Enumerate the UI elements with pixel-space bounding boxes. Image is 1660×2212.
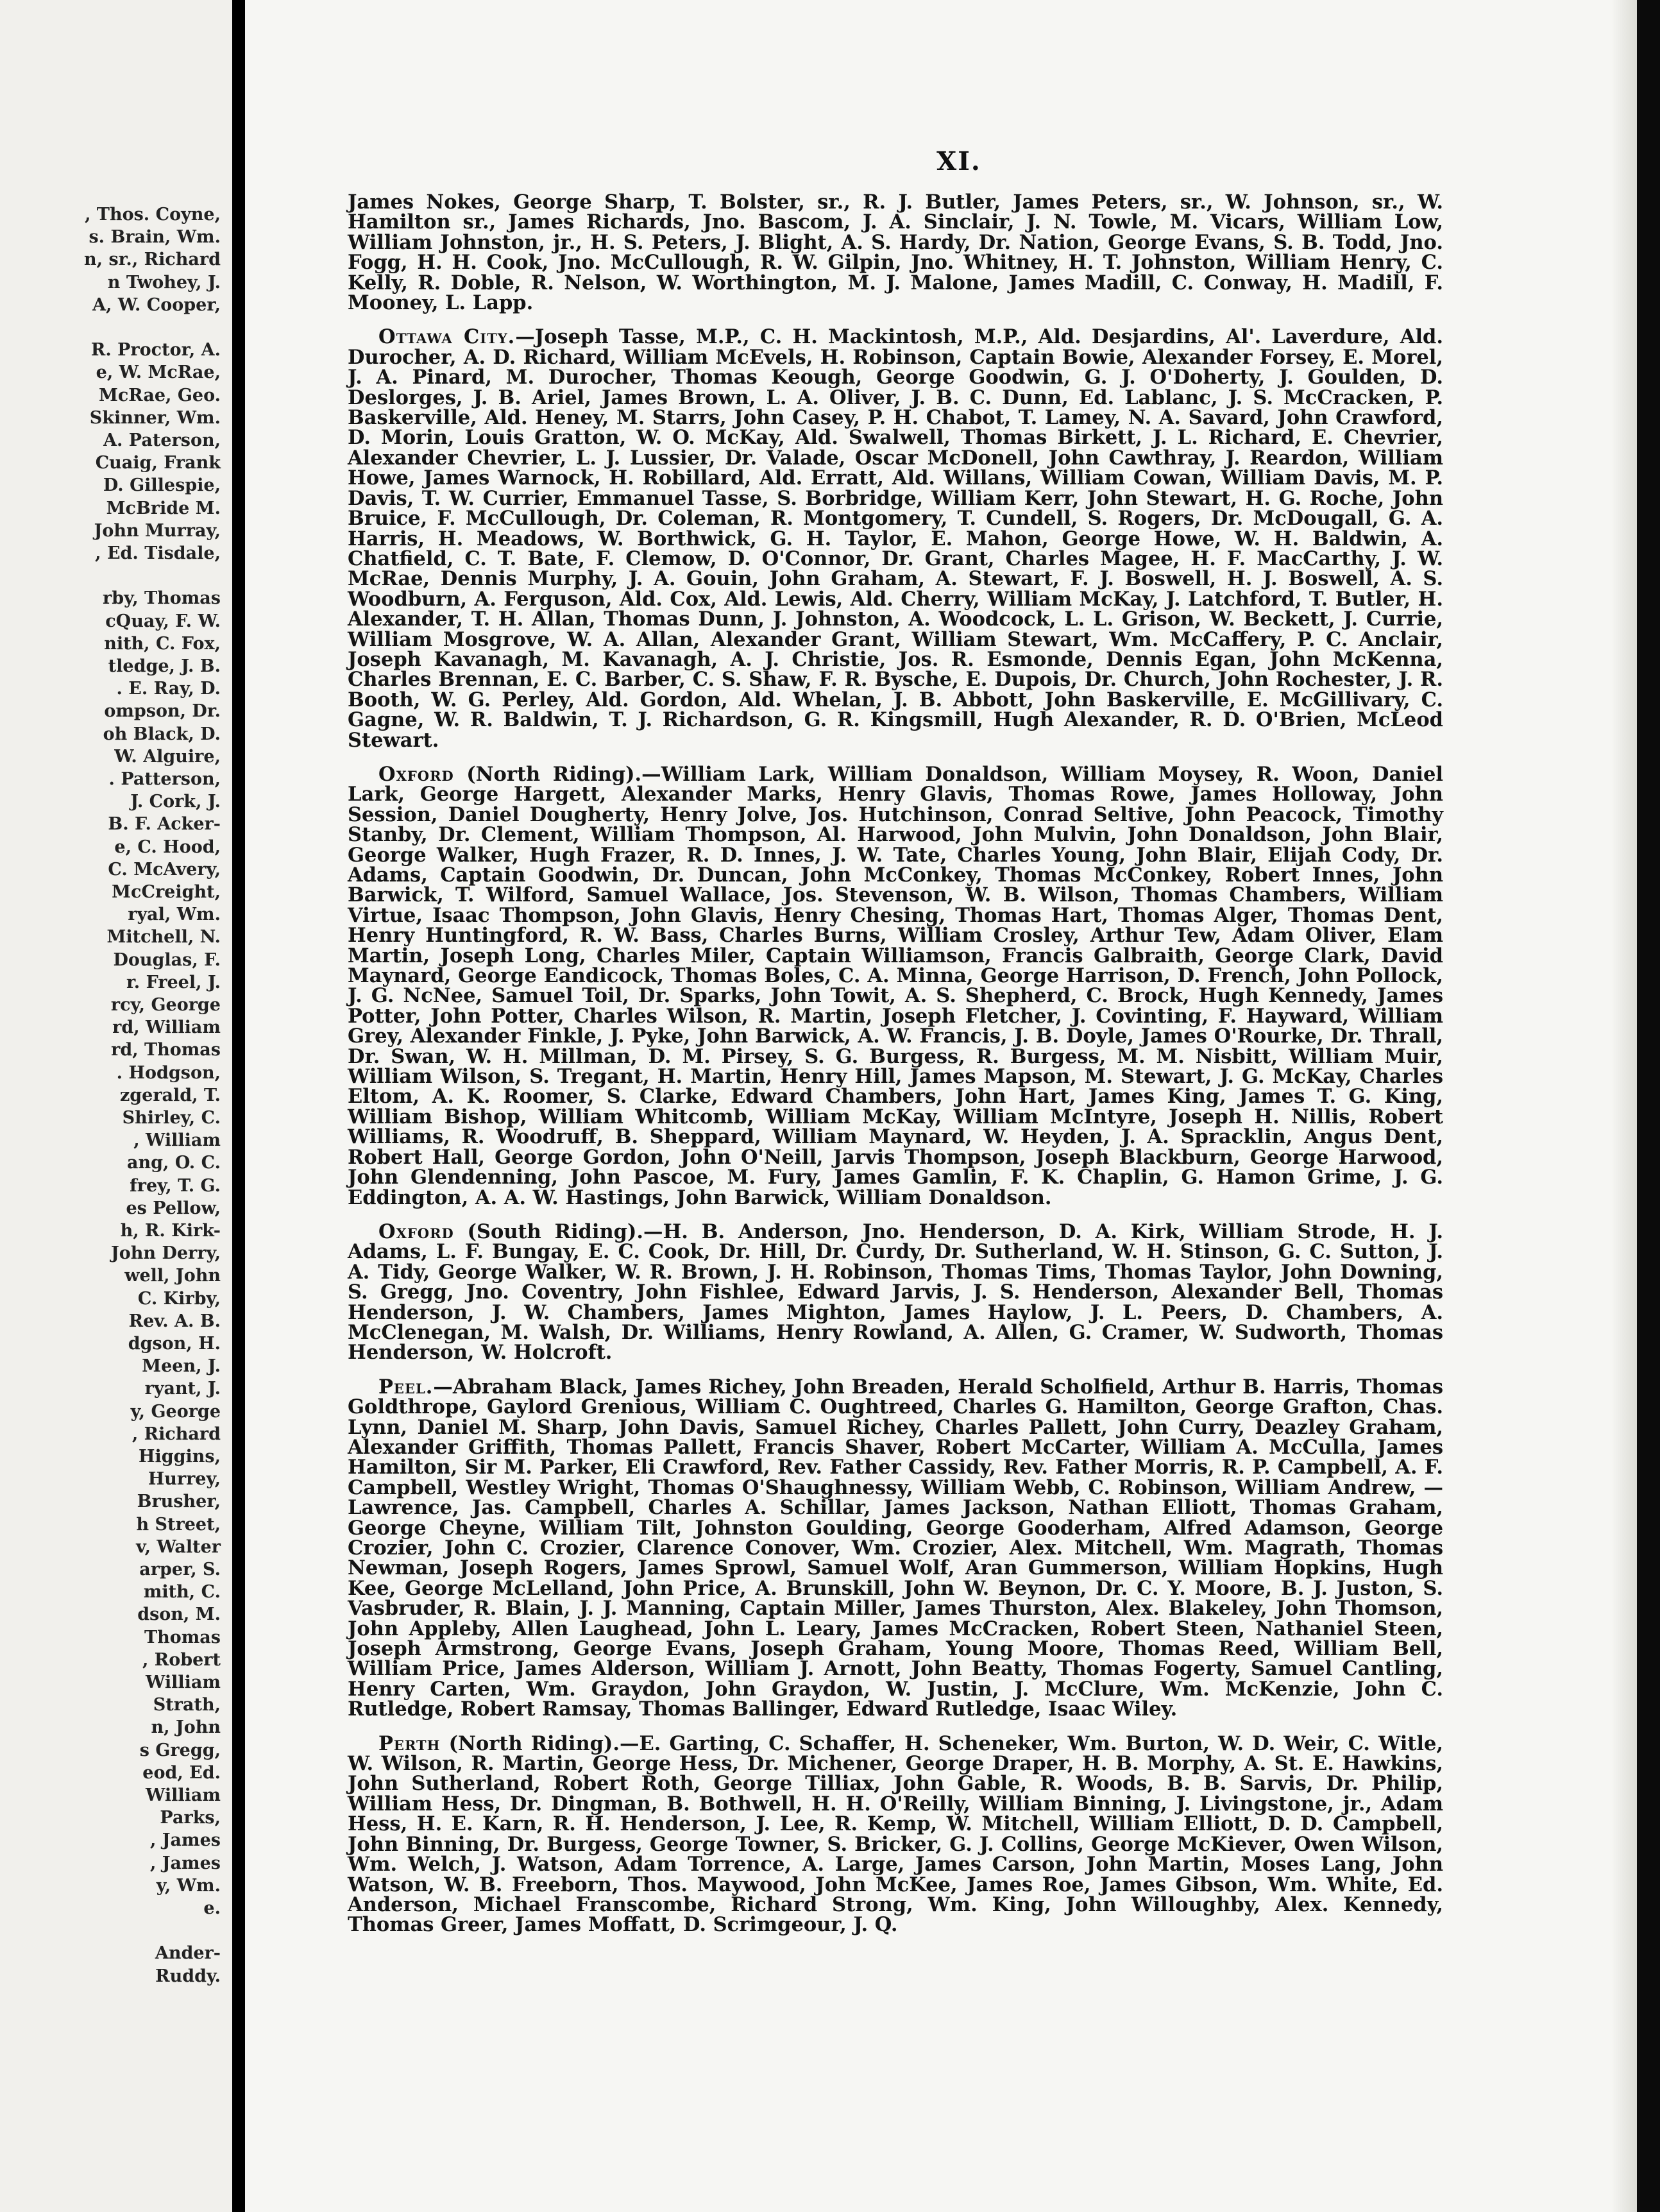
paragraph-text: —Joseph Tasse, M.P., C. H. Mackintosh, M.P., Ald. Desjardins, Al'. Laverdure, Ald. Durocher, A. D. Richard, William McEvels, H. Robinson, Captain Bowie, Alexander Forsey, E. Morel, J. A. Pinard, M. Durocher, Thomas Keough, George Goodwin, G. J. O'Doherty, J. Goulden, D. Deslorges, J. B. Ariel, James Brown, L. A. Oliver, J. B. C. Dunn, Ed. Lablanc, J. S. McCracken, P. Baskerville, Ald. Heney, M. Starrs, John Casey, P. H. Chabot, T. Lamey, N. A. Savard, John Crawford, D. Morin, Louis Gratton, W. O. McKay, Ald. Swalwell, Thomas Birkett, J. L. Richard, E. Chevrier, Alexander Chevrier, L. J. Lussier, Dr. Valade, Oscar McDonell, John Cawthray, J. Reardon, William Howe, James Warnock, H. Robillard, Ald. Erratt, Ald. Willans, William Cowan, William Davis, M. P. Davis, T. W. Currier, Emmanuel Tasse, S. Borbridge, William Kerr, John Stewart, H. G. Roche, John Bruice, F. McCullough, Dr. Coleman, R. Montgomery, T. Cundell, S. Rogers, Dr. McDougall, G. A. Harris, H. Meadows, W. Borthwick, G. H. Taylor, E. Mahon, George Howe, W. H. Baldwin, A. Chatfield, C. T. Bate, F. Clemow, D. O'Connor, Dr. Grant, Charles Magee, H. F. MacCarthy, J. W. McRae, Dennis Murphy, J. A. Gouin, John Graham, A. Stewart, F. J. Boswell, H. J. Boswell, A. S. Woodburn, A. Ferguson, Ald. Cox, Ald. Lewis, Ald. Cherry, William McKay, J. Latchford, T. Butler, H. Alexander, T. H. Allan, Thomas Dunn, J. Johnston, A. Woodcock, L. L. Grison, W. Beckett, J. Currie, William Mosgrove, W. A. Allan, Alexander Grant, William Stewart, Wm. McCaffery, P. C. Anclair, Joseph Kavanagh, M. Kavanagh, A. J. Christie, Jos. R. Esmonde, Dennis Egan, John McKenna, Charles Brennan, E. C. Barber, C. S. Shaw, F. R. Bysche, E. Dupois, Dr. Church, John Rochester, J. R. Booth, W. G. Perley, Ald. Gordon, Ald. Whelan, J. B. Abbott, John Baskerville, E. McGillivary, C. Gagne, W. R. Baldwin, T. J. Richardson, G. R. Kingsmill, Hugh Alexander, R. D. O'Brien, McLeod Stewart. bbox=[348, 325, 1443, 752]
facing-page-line: C. McAvery, bbox=[108, 859, 221, 880]
facing-page-line: rby, Thomas bbox=[102, 588, 221, 609]
facing-page-line: ryal, Wm. bbox=[128, 905, 221, 925]
facing-page-line: s Gregg, bbox=[139, 1740, 221, 1760]
paragraph-heading: Ottawa City. bbox=[378, 325, 516, 349]
paragraph-text: James Nokes, George Sharp, T. Bolster, sr., R. J. Butler, James Peters, sr., W. Johnson, sr., W. Hamilton sr., James Richards, Jno. Bascom, J. A. Sinclair, J. N. Towle, M. Vicars, William Low, William Johnston, jr., H. S. Peters, J. Blight, A. S. Hardy, Dr. Nation, George Evans, S. B. Todd, Jno. Fogg, H. H. Cook, Jno. McCullough, R. W. Gilpin, Jno. Whitney, H. T. Johnston, William Henry, C. Kelly, R. Doble, R. Nelson, W. Worthington, M. J. Malone, James Madill, C. Conway, H. Madill, F. Mooney, L. Lapp. bbox=[348, 191, 1443, 315]
facing-page-line: Skinner, Wm. bbox=[89, 407, 221, 428]
facing-page-line: Shirley, C. bbox=[122, 1108, 221, 1128]
facing-page-line: , James bbox=[149, 1853, 221, 1873]
facing-page-line: C. Kirby, bbox=[137, 1288, 221, 1309]
facing-page-line: h Street, bbox=[136, 1514, 221, 1535]
facing-page-line: Brusher, bbox=[137, 1492, 221, 1512]
facing-page-line: tledge, J. B. bbox=[108, 656, 221, 676]
facing-page-line: Thomas bbox=[144, 1627, 221, 1647]
facing-page-line: e, C. Hood, bbox=[114, 837, 221, 857]
facing-page-line: , Robert bbox=[142, 1649, 221, 1670]
facing-page-line: , Ed. Tisdale, bbox=[95, 543, 221, 563]
paragraph-perth-north bbox=[348, 1731, 1443, 1937]
book-gutter bbox=[232, 0, 245, 2212]
facing-page-line: , William bbox=[133, 1130, 221, 1151]
paragraph-peel bbox=[348, 1377, 1443, 1720]
facing-page-line: n, John bbox=[151, 1717, 221, 1738]
facing-page-line: William bbox=[146, 1672, 221, 1692]
facing-page-line: y, Wm. bbox=[156, 1875, 221, 1896]
paragraph-heading: Oxford bbox=[378, 762, 454, 786]
facing-page-line: Ander- bbox=[155, 1943, 221, 1964]
facing-page-line: J. Cork, J. bbox=[130, 792, 221, 812]
facing-page-line: arper, S. bbox=[139, 1560, 221, 1579]
paragraph-text: (South Riding).—H. B. Anderson, Jno. Henderson, D. A. Kirk, William Strode, H. J. Adams, L. F. Bungay, E. C. Cook, Dr. Hill, Dr. Curdy, Dr. Sutherland, W. H. Stinson, G. C. Sutton, J. A. Tidy, George Walker, W. R. Brown, J. H. Robinson, Thomas Tims, Thomas Taylor, John Downing, S. Gregg, Jno. Coventry, John Fishlee, Edward Jarvis, J. S. Henderson, Alexander Bell, Thomas Henderson, J. W. Chambers, James Mighton, James Haylow, J. L. Peers, D. Chambers, A. McClenegan, M. Walsh, Dr. Williams, Henry Rowland, A. Allen, G. Cramer, W. Sudworth, Thomas Henderson, W. Holcroft. bbox=[348, 1220, 1443, 1365]
facing-page-line: . E. Ray, D. bbox=[116, 679, 221, 699]
facing-page-line: zgerald, T. bbox=[119, 1085, 221, 1105]
facing-page-line: R. Proctor, A. bbox=[90, 340, 221, 361]
facing-page-line: A. Paterson, bbox=[103, 430, 221, 450]
facing-page-line: . Hodgson, bbox=[116, 1062, 221, 1083]
facing-page-line: Meen, J. bbox=[142, 1356, 221, 1377]
paragraph-text: —Abraham Black, James Richey, John Breaden, Herald Scholfield, Arthur B. Harris, Thomas Goldthrope, Gaylord Grenious, William C. Oughtreed, Charles G. Hamilton, George Grafton, Chas. Lynn, Daniel M. Sharp, John Davis, Samuel Richey, Charles Pallett, John Curry, Deazley Graham, Alexander Griffith, Thomas Pallett, Francis Shaver, Robert McCarter, William A. McCulla, James Hamilton, Sir M. Parker, Eli Crawford, Rev. Father Cassidy, Rev. Father Morris, R. P. Campbell, A. F. Campbell, Westley Wright, Thomas O'Shaughnessy, William Webb, C. Robinson, William Andrew, — Lawrence, Jas. Campbell, Charles A. Schillar, James Jackson, Nathan Elliott, Thomas Graham, George Cheyne, William Tilt, Johnston Goulding, George Gooderham, Alfred Adamson, George Crozier, John C. Crozier, Clarence Conover, Wm. Crozier, Alex. Mitchell, Wm. Magrath, Thomas Newman, Joseph Rogers, James Sprowl, Samuel Wolf, Aran Gummerson, William Hopkins, Hugh Kee, George McLelland, John Price, A. Brunskill, John W. Beynon, Dr. C. Y. Moore, B. J. Juston, S. Vasbruder, R. Blain, J. J. Manning, Captain Miller, James Thurston, Alex. Blakeley, John Thomson, John Appleby, Allen Laughead, John L. Leary, James McCracken, Robert Steen, Nathaniel Steen, Joseph Armstrong, George Evans, Joseph Graham, Young Moore, Thomas Reed, William Bell, William Price, James Alderson, William J. Arnott, John Beatty, Thomas Fogerty, Samuel Cantling, Henry Carten, Wm. Graydon, John Graydon, W. Justin, J. McClure, Wm. McKenzie, John C. Rutledge, Robert Ramsay, Thomas Ballinger, Edward Rutledge, Isaac Wiley. bbox=[348, 1375, 1443, 1721]
facing-page-line: McBride M. bbox=[106, 498, 221, 518]
facing-page-line: cQuay, F. W. bbox=[105, 611, 221, 631]
facing-page-line: v, Walter bbox=[136, 1536, 221, 1557]
facing-page-line: e, W. McRae, bbox=[96, 362, 221, 383]
page-edge bbox=[1637, 0, 1660, 2212]
facing-page-fragment bbox=[0, 0, 232, 2212]
facing-page-line: D. Gillespie, bbox=[103, 475, 221, 496]
facing-page-line: McCreight, bbox=[112, 882, 221, 902]
facing-page-line: dson, M. bbox=[137, 1604, 221, 1625]
facing-page-line: ryant, J. bbox=[144, 1379, 221, 1399]
facing-page-line: eod, Ed. bbox=[142, 1762, 221, 1783]
paragraph-continuation bbox=[348, 192, 1443, 313]
facing-page-line: r. Freel, J. bbox=[126, 972, 221, 992]
facing-page-line: ompson, Dr. bbox=[104, 701, 221, 722]
facing-page-line: es Pellow, bbox=[126, 1198, 221, 1218]
page-number: XI. bbox=[936, 146, 981, 176]
facing-page-line: s. Brain, Wm. bbox=[89, 227, 221, 248]
facing-page-line: . Patterson, bbox=[108, 769, 221, 789]
facing-page-line: Parks, bbox=[160, 1808, 221, 1828]
facing-page-line: A, W. Cooper, bbox=[92, 294, 221, 315]
facing-page-line: n, sr., Richard bbox=[84, 250, 221, 270]
facing-page-line: , Richard bbox=[131, 1424, 221, 1444]
facing-page-line: y, George bbox=[130, 1401, 221, 1422]
facing-page-line: Strath, bbox=[153, 1695, 221, 1715]
facing-page-line: rd, Thomas bbox=[111, 1040, 221, 1060]
facing-page-line: McRae, Geo. bbox=[98, 385, 221, 405]
paragraph-text: (North Riding).—E. Garting, C. Schaffer, H. Scheneker, Wm. Burton, W. D. Weir, C. Witle, W. Wilson, R. Martin, George Hess, Dr. Michener, George Draper, H. B. Morphy, A. St. E. Hawkins, John Sutherland, Robert Roth, George Tilliax, John Gable, R. Woods, B. B. Sarvis, Dr. Philip, William Hess, Dr. Dingman, B. Bothwell, H. H. O'Reilly, William Binning, J. Livingstone, jr., Adam Hess, H. E. Karn, R. H. Henderson, J. Lee, R. Kemp, W. Mitchell, William Elliott, D. D. Campbell, John Binning, Dr. Burgess, George Towner, S. Bricker, G. J. Collins, George McKiever, Owen Wilson, Wm. Welch, J. Watson, Adam Torrence, A. Large, James Carson, John Martin, Moses Lang, John Watson, W. B. Freeborn, Thos. Maywood, John McKee, James Roe, James Gibson, Wm. White, Ed. Anderson, Michael Franscombe, Richard Strong, Wm. King, John Willoughby, Alex. Kennedy, Thomas Greer, James Moffatt, D. Scrimgeour, J. Q. bbox=[348, 1731, 1443, 1937]
facing-page-line: mith, C. bbox=[143, 1582, 221, 1603]
facing-page-line: Cuaig, Frank bbox=[95, 453, 221, 473]
facing-page-line: e. bbox=[203, 1898, 221, 1918]
facing-page-line: W. Alguire, bbox=[114, 746, 221, 767]
paragraph-oxford-north bbox=[348, 762, 1443, 1209]
facing-page-line: John Murray, bbox=[94, 520, 221, 541]
body-text bbox=[348, 192, 1443, 1936]
facing-page-line: h, R. Kirk- bbox=[120, 1221, 221, 1241]
facing-page-line: , James bbox=[149, 1830, 221, 1851]
page-edge-shadow bbox=[1611, 0, 1637, 2212]
paragraph-heading: Peel. bbox=[378, 1375, 434, 1399]
paragraph-oxford-south bbox=[348, 1222, 1443, 1363]
facing-page-line: nith, C. Fox, bbox=[104, 633, 221, 654]
facing-page-line: Douglas, F. bbox=[113, 949, 221, 970]
facing-page-line: dgson, H. bbox=[128, 1334, 221, 1354]
facing-page-line: Rev. A. B. bbox=[128, 1311, 221, 1331]
paragraph-ottawa-city bbox=[348, 327, 1443, 751]
facing-page-line: Higgins, bbox=[138, 1447, 221, 1467]
facing-page-line: Ruddy. bbox=[155, 1966, 221, 1986]
facing-page-line: William bbox=[146, 1785, 221, 1805]
paragraph-text: (North Riding).—William Lark, William Donaldson, William Moysey, R. Woon, Daniel Lark, George Hargett, Alexander Marks, Henry Glavis, Thomas Rowe, James Holloway, John Session, Daniel Dougherty, Henry Jolve, Jos. Hutchinson, Conrad Seltive, John Peacock, Timothy Stanby, Dr. Clement, William Thompson, Al. Harwood, John Mulvin, John Donaldson, John Blair, George Walker, Hugh Frazer, R. D. Innes, J. W. Tate, Charles Young, John Blair, Elijah Cody, Dr. Adams, Captain Goodwin, Dr. Duncan, John McConkey, Thomas McConkey, Robert Innes, John Barwick, T. Wilford, Samuel Wallace, Jos. Stevenson, W. B. Wilson, Thomas Chambers, William Virtue, Isaac Thompson, John Glavis, Henry Chesing, Thomas Hart, Thomas Alger, Thomas Dent, Henry Huntingford, R. W. Bass, Charles Burns, William Crosley, Arthur Tew, Adam Oliver, Elam Martin, Joseph Long, Charles Miler, Captain Williamson, Francis Galbraith, George Clark, David Maynard, George Eandicock, Thomas Boles, C. A. Minna, George Harrison, D. French, John Pollock, J. G. NcNee, Samuel Toil, Dr. Sparks, John Towit, A. S. Shepherd, C. Brock, Hugh Kennedy, James Potter, John Potter, Charles Wilson, R. Martin, Joseph Fletcher, J. Covinting, F. Hayward, William Grey, Alexander Finkle, J. Pyke, John Barwick, A. W. Francis, J. B. Doyle, James O'Rourke, Dr. Thrall, Dr. Swan, W. H. Millman, D. M. Pirsey, S. G. Burgess, R. Burgess, M. M. Nisbitt, William Muir, William Wilson, S. Tregant, H. Martin, Henry Hill, James Mapson, M. Stewart, J. G. McKay, Charles Eltom, A. K. Roomer, S. Clarke, Edward Chambers, John Hart, James King, James T. G. King, William Bishop, William Whitcomb, William McKay, William McIntyre, Joseph H. Nillis, Robert Williams, R. Woodruff, B. Sheppard, William Maynard, W. Heyden, J. A. Spracklin, Angus Dent, Robert Hall, George Gordon, John O'Neill, Jarvis Thompson, Joseph Blackburn, George Harwood, John Glendenning, John Pascoe, M. Fury, James Gamlin, F. K. Chaplin, G. Hamon Grime, J. G. Eddington, A. A. W. Hastings, John Barwick, William Donaldson. bbox=[348, 762, 1443, 1209]
facing-page-line: rd, William bbox=[112, 1017, 221, 1038]
facing-page-line: oh Black, D. bbox=[103, 724, 221, 744]
facing-page-line: B. F. Acker- bbox=[108, 814, 221, 835]
facing-page-line: ang, O. C. bbox=[127, 1153, 221, 1173]
paragraph-heading: Perth bbox=[378, 1731, 441, 1755]
facing-page-line: Mitchell, N. bbox=[106, 927, 221, 948]
facing-page-line: John Derry, bbox=[111, 1243, 221, 1264]
facing-page-line: n Twohey, J. bbox=[107, 272, 221, 293]
facing-page-line: rcy, George bbox=[110, 995, 221, 1015]
facing-page-line: well, John bbox=[124, 1266, 221, 1286]
facing-page-line: Hurrey, bbox=[148, 1469, 221, 1490]
facing-page-line: frey, T. G. bbox=[130, 1175, 221, 1196]
paragraph-heading: Oxford bbox=[378, 1220, 454, 1243]
facing-page-line: , Thos. Coyne, bbox=[85, 205, 221, 225]
